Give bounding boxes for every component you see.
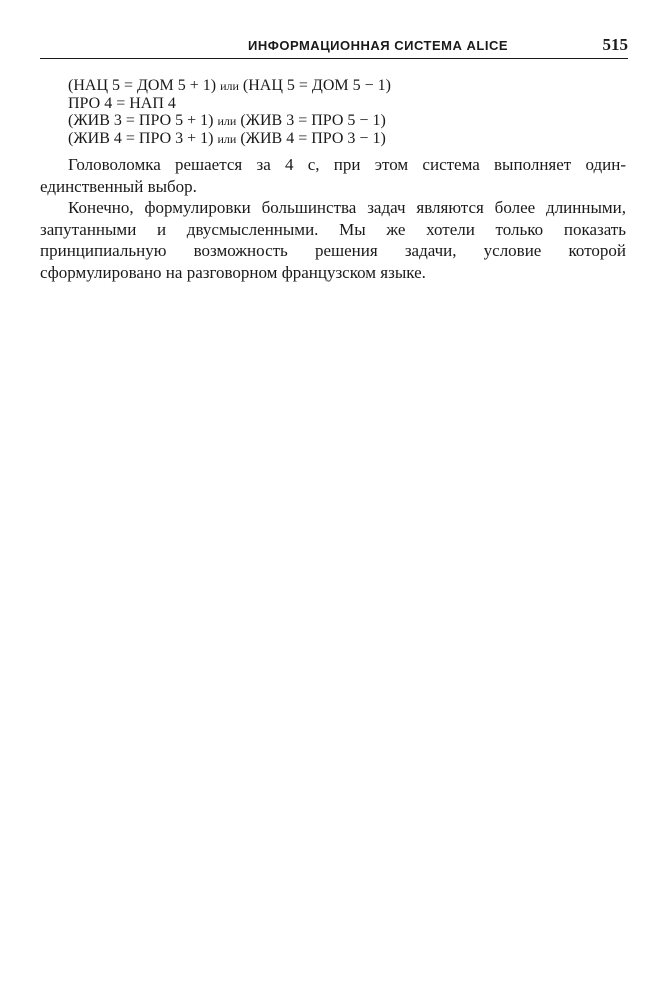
formula-block (68, 77, 391, 148)
paragraph: Конечно, формулировки большинства задач являются более длинными, запутанными и двусмысленными. Мы же хотели только показать принципиальную возможность решения задачи, условие которой сформулировано на разговорном французском языке. (40, 198, 626, 282)
page-number: 515 (602, 35, 628, 54)
formula-right: (ЖИВ 4 = ПРО 3 − 1) (240, 130, 386, 147)
formula-left: (ЖИВ 4 = ПРО 3 + 1) (68, 130, 214, 147)
formula-connector: или (217, 132, 237, 146)
formula-line (68, 95, 391, 112)
formula-right: (ЖИВ 3 = ПРО 5 − 1) (240, 112, 386, 129)
formula-left: ПРО 4 = НАП 4 (68, 95, 176, 112)
formula-line (68, 77, 391, 95)
running-title: ИНФОРМАЦИОННАЯ СИСТЕМА ALICE (248, 38, 508, 53)
formula-left: (ЖИВ 3 = ПРО 5 + 1) (68, 112, 214, 129)
formula-left: (НАЦ 5 = ДОМ 5 + 1) (68, 77, 217, 94)
formula-connector: или (217, 114, 237, 128)
formula-line (68, 112, 391, 130)
page-header (40, 34, 628, 59)
body-text (40, 154, 626, 283)
formula-line (68, 130, 391, 148)
formula-right: (НАЦ 5 = ДОМ 5 − 1) (242, 77, 391, 94)
paragraph: Головоломка решается за 4 с, при этом система выполняет один-единственный выбор. (40, 155, 626, 196)
formula-connector: или (220, 79, 239, 93)
